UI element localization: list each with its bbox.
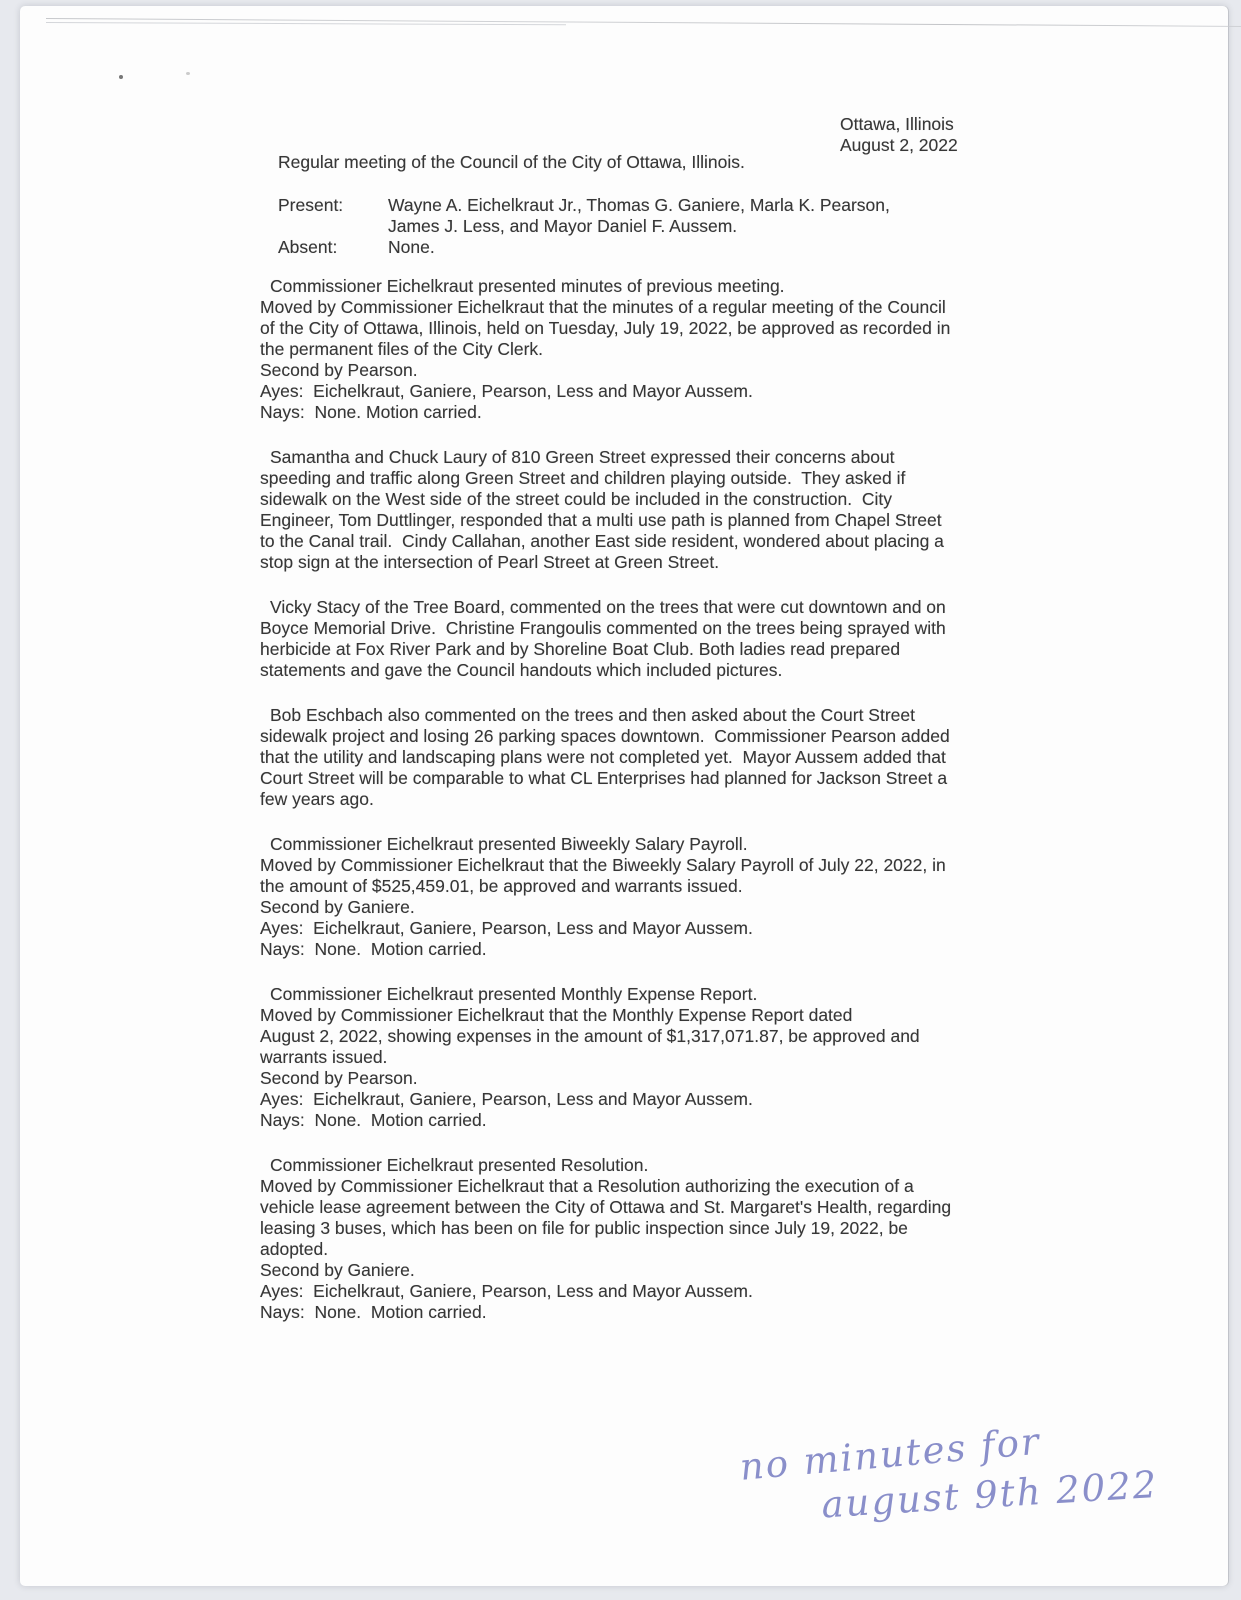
text-line: warrants issued. bbox=[260, 1047, 388, 1067]
minutes-paragraph-monthly-expense-report bbox=[260, 984, 1035, 1131]
minutes-body bbox=[260, 114, 1035, 1347]
text-line: herbicide at Fox River Park and by Shoreline Boat Club. Both ladies read prepared bbox=[260, 639, 901, 659]
text-line: speeding and traffic along Green Street and children playing outside. They asked if bbox=[260, 468, 906, 488]
minutes-paragraph-previous-minutes bbox=[260, 276, 1035, 423]
attendance-block bbox=[260, 195, 1035, 258]
text-line: Samantha and Chuck Laury of 810 Green Street expressed their concerns about bbox=[270, 447, 895, 467]
text-line: Ayes: Eichelkraut, Ganiere, Pearson, Less and Mayor Aussem. bbox=[260, 1281, 753, 1301]
scan-artifact-speck bbox=[119, 75, 123, 79]
text-line: stop sign at the intersection of Pearl Street at Green Street. bbox=[260, 552, 720, 572]
handwritten-note-line-1: no minutes for bbox=[738, 1419, 1043, 1489]
minutes-paragraph-tree-board-comments bbox=[260, 597, 1035, 681]
present-row bbox=[260, 195, 1035, 237]
text-line: Bob Eschbach also commented on the trees and then asked about the Court Street bbox=[270, 705, 915, 725]
text-line: to the Canal trail. Cindy Callahan, another East side resident, wondered about placing a bbox=[260, 531, 944, 551]
text-line: the amount of $525,459.01, be approved and warrants issued. bbox=[260, 876, 743, 896]
text-line: the permanent files of the City Clerk. bbox=[260, 339, 544, 359]
text-line: few years ago. bbox=[260, 789, 374, 809]
text-line: Nays: None. Motion carried. bbox=[260, 1110, 487, 1130]
absent-value bbox=[388, 237, 435, 258]
text-line: Commissioner Eichelkraut presented Resolution. bbox=[270, 1155, 649, 1175]
scan-artifact-speck bbox=[186, 72, 190, 75]
minutes-paragraph-green-street-concerns bbox=[260, 447, 1035, 573]
text-line: adopted. bbox=[260, 1239, 329, 1259]
dateline-city: Ottawa, Illinois bbox=[840, 114, 954, 134]
text-line: Ayes: Eichelkraut, Ganiere, Pearson, Less and Mayor Aussem. bbox=[260, 1089, 753, 1109]
text-line: Vicky Stacy of the Tree Board, commented on the trees that were cut downtown and on bbox=[270, 597, 946, 617]
text-line: leasing 3 buses, which has been on file for public inspection since July 19, 2022, be bbox=[260, 1218, 908, 1238]
text-line: Moved by Commissioner Eichelkraut that a Resolution authorizing the execution of a bbox=[260, 1176, 914, 1196]
text-line: sidewalk project and losing 26 parking spaces downtown. Commissioner Pearson added bbox=[260, 726, 950, 746]
absent-label: Absent: bbox=[278, 237, 338, 257]
text-line: sidewalk on the West side of the street could be included in the construction. City bbox=[260, 489, 892, 509]
text-line: Ayes: Eichelkraut, Ganiere, Pearson, Less and Mayor Aussem. bbox=[260, 381, 753, 401]
minutes-paragraph-court-street-sidewalk bbox=[260, 705, 1035, 810]
text-line: Commissioner Eichelkraut presented Monthly Expense Report. bbox=[270, 984, 758, 1004]
text-line: Wayne A. Eichelkraut Jr., Thomas G. Ganiere, Marla K. Pearson, bbox=[388, 195, 890, 215]
text-line: None. bbox=[388, 237, 435, 257]
handwritten-note bbox=[738, 1409, 1164, 1537]
scan-artifact-faint-line bbox=[46, 22, 566, 25]
text-line: Ayes: Eichelkraut, Ganiere, Pearson, Less and Mayor Aussem. bbox=[260, 918, 753, 938]
minutes-paragraph-biweekly-payroll bbox=[260, 834, 1035, 960]
document-title: Regular meeting of the Council of the City of Ottawa, Illinois. bbox=[278, 152, 745, 172]
text-line: Nays: None. Motion carried. bbox=[260, 1302, 487, 1322]
text-line: of the City of Ottawa, Illinois, held on Tuesday, July 19, 2022, be approved as recorded in bbox=[260, 318, 951, 338]
text-line: James J. Less, and Mayor Daniel F. Aussem. bbox=[388, 216, 738, 236]
text-line: Engineer, Tom Duttlinger, responded that a multi use path is planned from Chapel Street bbox=[260, 510, 942, 530]
present-names bbox=[388, 195, 890, 237]
text-line: that the utility and landscaping plans were not completed yet. Mayor Aussem added that bbox=[260, 747, 946, 767]
text-line: Second by Ganiere. bbox=[260, 1260, 415, 1280]
text-line: Commissioner Eichelkraut presented Biweekly Salary Payroll. bbox=[270, 834, 748, 854]
text-line: Second by Ganiere. bbox=[260, 897, 415, 917]
text-line: Moved by Commissioner Eichelkraut that the minutes of a regular meeting of the Council bbox=[260, 297, 946, 317]
dateline-date: August 2, 2022 bbox=[840, 135, 958, 155]
text-line: August 2, 2022, showing expenses in the amount of $1,317,071.87, be approved and bbox=[260, 1026, 920, 1046]
text-line: Second by Pearson. bbox=[260, 1068, 418, 1088]
minutes-paragraph-resolution-bus-lease bbox=[260, 1155, 1035, 1323]
absent-row bbox=[260, 237, 1035, 258]
scanned-page bbox=[20, 6, 1228, 1586]
text-line: Boyce Memorial Drive. Christine Frangoulis commented on the trees being sprayed with bbox=[260, 618, 946, 638]
text-line: Moved by Commissioner Eichelkraut that the Biweekly Salary Payroll of July 22, 2022, in bbox=[260, 855, 946, 875]
present-label: Present: bbox=[278, 195, 344, 215]
minutes-paragraphs bbox=[260, 276, 1035, 1323]
text-line: Commissioner Eichelkraut presented minutes of previous meeting. bbox=[270, 276, 785, 296]
text-line: statements and gave the Council handouts which included pictures. bbox=[260, 660, 783, 680]
handwritten-note-line-2: august 9th 2022 bbox=[820, 1462, 1160, 1527]
text-line: Court Street will be comparable to what CL Enterprises had planned for Jackson Street a bbox=[260, 768, 948, 788]
dateline bbox=[840, 114, 1035, 156]
text-line: Nays: None. Motion carried. bbox=[260, 939, 487, 959]
text-line: Nays: None. Motion carried. bbox=[260, 402, 482, 422]
text-line: Second by Pearson. bbox=[260, 360, 418, 380]
text-line: Moved by Commissioner Eichelkraut that the Monthly Expense Report dated bbox=[260, 1005, 853, 1025]
text-line: vehicle lease agreement between the City of Ottawa and St. Margaret's Health, regarding bbox=[260, 1197, 952, 1217]
